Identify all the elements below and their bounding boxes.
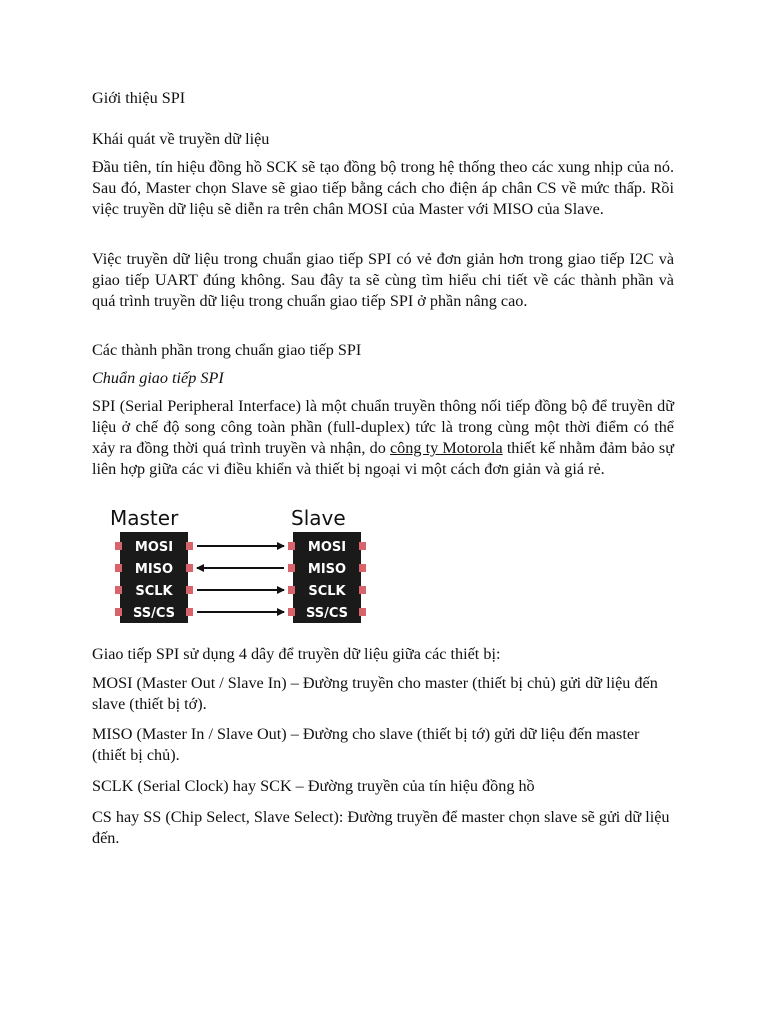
master-pin-left-sscs (115, 608, 122, 616)
paragraph-overview: Đầu tiên, tín hiệu đồng hồ SCK sẽ tạo đồng bộ trong hệ thống theo các xung nhịp của nó. Sau đó, Master chọn Slave sẽ giao tiếp bằng cách cho điện áp chân CS về mức thấp. Rồi việc truyền dữ liệu sẽ diễn ra trên chân MOSI của Master với MISO của Slave. (92, 158, 674, 218)
slave-pin-label-mosi: MOSI (307, 540, 347, 555)
master-pin-label-sscs: SS/CS (132, 606, 176, 621)
slave-pin-label-miso: MISO (307, 562, 347, 577)
miso-description: MISO (Master In / Slave Out) – Đường cho slave (thiết bị tớ) gửi dữ liệu đến master (thiết bị chủ). (92, 725, 640, 764)
slave-pin-label-sscs: SS/CS (305, 606, 349, 621)
motorola-link[interactable]: công ty Motorola (389, 439, 503, 457)
mosi-description: MOSI (Master Out / Slave In) – Đường truyền cho master (thiết bị chủ) gửi dữ liệu đến slave (thiết bị tớ). (92, 674, 658, 713)
master-pin-label-miso: MISO (134, 562, 174, 577)
master-pin-label-mosi: MOSI (134, 540, 174, 555)
slave-pin-left-sscs (288, 608, 295, 616)
slave-pin-right-mosi (359, 542, 366, 550)
subheading-spi-standard: Chuẩn giao tiếp SPI (92, 369, 224, 387)
paragraph-comparison: Việc truyền dữ liệu trong chuẩn giao tiếp SPI có vẻ đơn giản hơn trong giao tiếp I2C và giao tiếp UART đúng không. Sau đây ta sẽ cùng tìm hiểu chi tiết về các thành phần và quá trình truyền dữ liệu trong chuẩn giao tiếp SPI ở phần nâng cao. (92, 250, 674, 310)
slave-pin-right-sclk (359, 586, 366, 594)
master-pin-right-mosi (186, 542, 193, 550)
master-pin-label-sclk: SCLK (135, 584, 173, 599)
doc-title: Giới thiệu SPI (92, 89, 186, 107)
signal-arrows (197, 546, 284, 612)
cs-description: CS hay SS (Chip Select, Slave Select): Đường truyền để master chọn slave sẽ gửi dữ liệu đến. (92, 808, 670, 847)
paragraph-spi-definition (92, 396, 674, 480)
master-pin-left-sclk (115, 586, 122, 594)
slave-pin-right-sscs (359, 608, 366, 616)
paragraph-four-wires: Giao tiếp SPI sử dụng 4 dây để truyền dữ liệu giữa các thiết bị: (92, 645, 501, 663)
master-pin-right-sclk (186, 586, 193, 594)
master-label: Master (110, 506, 179, 530)
section-heading-components: Các thành phần trong chuẩn giao tiếp SPI (92, 341, 362, 359)
slave-pin-left-mosi (288, 542, 295, 550)
slave-pin-label-sclk: SCLK (308, 584, 346, 599)
slave-pin-right-miso (359, 564, 366, 572)
spi-master-slave-diagram (108, 506, 378, 624)
slave-pin-left-sclk (288, 586, 295, 594)
slave-pin-left-miso (288, 564, 295, 572)
spi-definition-text-start: SPI (Serial Peripheral Interface) là một chuẩn truyền thông nối tiếp đồng bộ để truyền dữ liệu ở chế độ song công toàn phần (full-duplex) tức là trong cùng một thời điểm có thể xảy ra đồng thời quá trình truyền và nhận, do (92, 397, 674, 457)
master-pin-left-mosi (115, 542, 122, 550)
section-heading-overview: Khái quát về truyền dữ liệu (92, 130, 270, 148)
master-pin-right-miso (186, 564, 193, 572)
sclk-description: SCLK (Serial Clock) hay SCK – Đường truyền của tín hiệu đồng hồ (92, 777, 535, 795)
master-pin-right-sscs (186, 608, 193, 616)
slave-chip (288, 532, 366, 623)
master-chip (115, 532, 193, 623)
slave-label: Slave (291, 506, 346, 530)
master-pin-left-miso (115, 564, 122, 572)
spi-definition-text-end: thiết kế nhằm đảm bảo sự liên hợp giữa các vi điều khiển và thiết bị ngoại vi một cách đơn giản và giá rẻ. (92, 439, 675, 478)
